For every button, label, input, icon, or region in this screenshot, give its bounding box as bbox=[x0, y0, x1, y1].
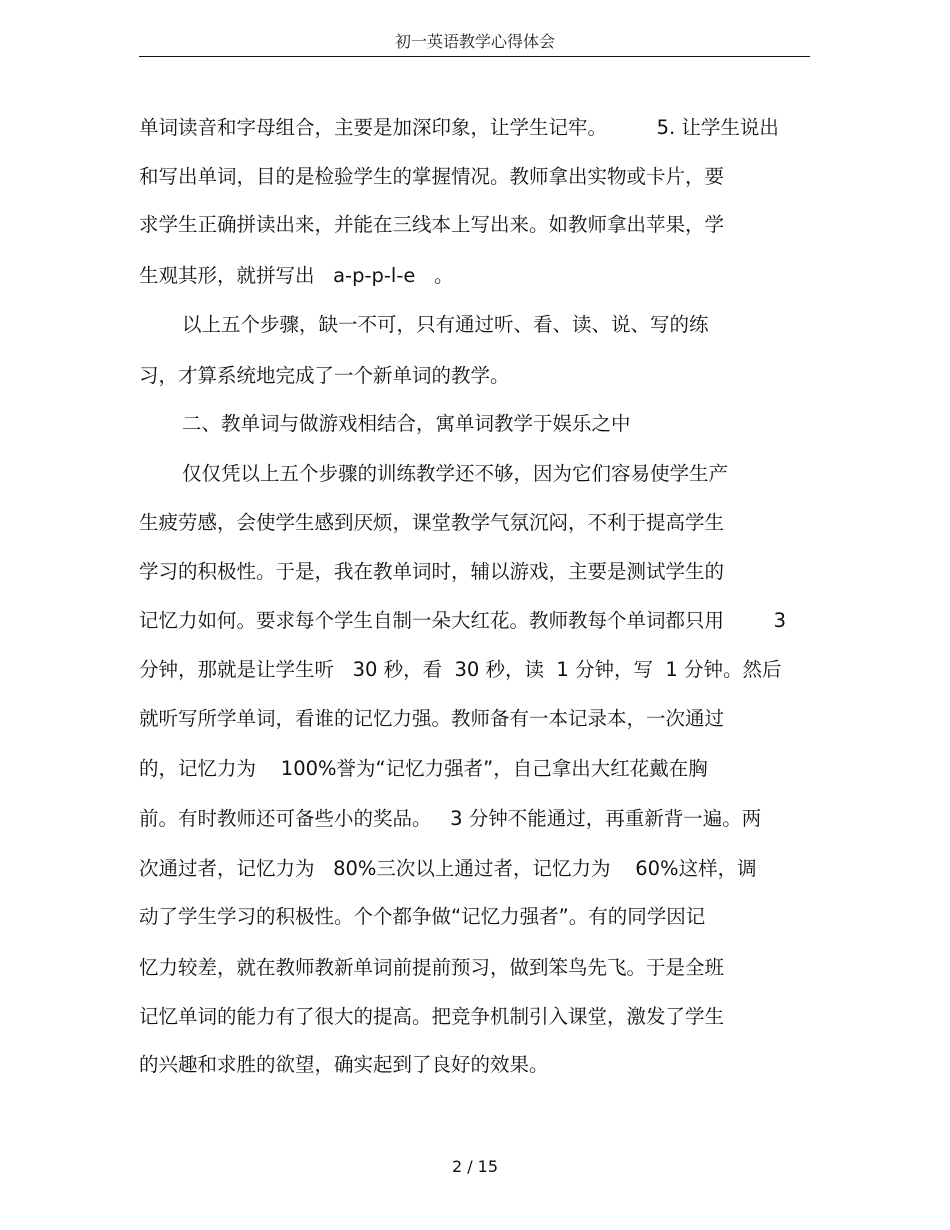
text-line: 就听写所学单词，看谁的记忆力强。教师备有一本记录本，一次通过 bbox=[139, 707, 725, 730]
text-line: 的兴趣和求胜的欲望，确实起到了良好的效果。 bbox=[139, 1053, 549, 1076]
text-line: 和写出单词，目的是检验学生的掌握情况。教师拿出实物或卡片，要 bbox=[139, 165, 725, 188]
text-line: 动了学生学习的积极性。个个都争做“记忆力强者”。有的同学因记 bbox=[139, 905, 706, 928]
text-line: 生疲劳感，会使学生感到厌烦，课堂教学气氛沉闷，不利于提高学生 bbox=[139, 511, 725, 534]
text-line: 忆力较差，就在教师教新单词前提前预习，做到笨鸟先飞。于是全班 bbox=[139, 956, 725, 979]
text-line: 记忆单词的能力有了很大的提高。把竞争机制引入课堂，激发了学生 bbox=[139, 1005, 725, 1028]
text-line: 记忆力如何。要求每个学生自制一朵大红花。教师教每个单词都只用 3 bbox=[139, 609, 786, 632]
page-number: 2 / 15 bbox=[451, 1157, 499, 1176]
page-header-title: 初一英语教学心得体会 bbox=[394, 32, 555, 51]
text-line: 前。有时教师还可备些小的奖品。 3 分钟不能通过，再重新背一遍。两 bbox=[139, 807, 762, 830]
text-line: 单词读音和字母组合，主要是加深印象，让学生记牢。 5. 让学生说出 bbox=[139, 116, 779, 139]
text-line: 习，才算系统地完成了一个新单词的教学。 bbox=[139, 364, 510, 387]
text-line: 分钟，那就是让学生听 30 秒，看 30 秒，读 1 分钟，写 1 分钟。然后 bbox=[139, 658, 782, 681]
text-line: 以上五个步骤，缺一不可，只有通过听、看、读、说、写的练 bbox=[182, 313, 709, 336]
text-line: 学习的积极性。于是，我在教单词时，辅以游戏，主要是测试学生的 bbox=[139, 560, 725, 583]
section-heading: 二、教单词与做游戏相结合，寓单词教学于娱乐之中 bbox=[182, 412, 631, 435]
text-line: 次通过者，记忆力为 80%三次以上通过者，记忆力为 60%这样，调 bbox=[139, 857, 757, 880]
text-line: 求学生正确拼读出来，并能在三线本上写出来。如教师拿出苹果，学 bbox=[139, 213, 725, 236]
text-line: 生观其形，就拼写出 a-p-p-l-e 。 bbox=[139, 264, 454, 287]
text-line: 仅仅凭以上五个步骤的训练教学还不够，因为它们容易使学生产 bbox=[182, 462, 729, 485]
header-divider bbox=[139, 56, 810, 57]
text-line: 的，记忆力为 100%誉为“记忆力强者”，自己拿出大红花戴在胸 bbox=[139, 757, 708, 780]
